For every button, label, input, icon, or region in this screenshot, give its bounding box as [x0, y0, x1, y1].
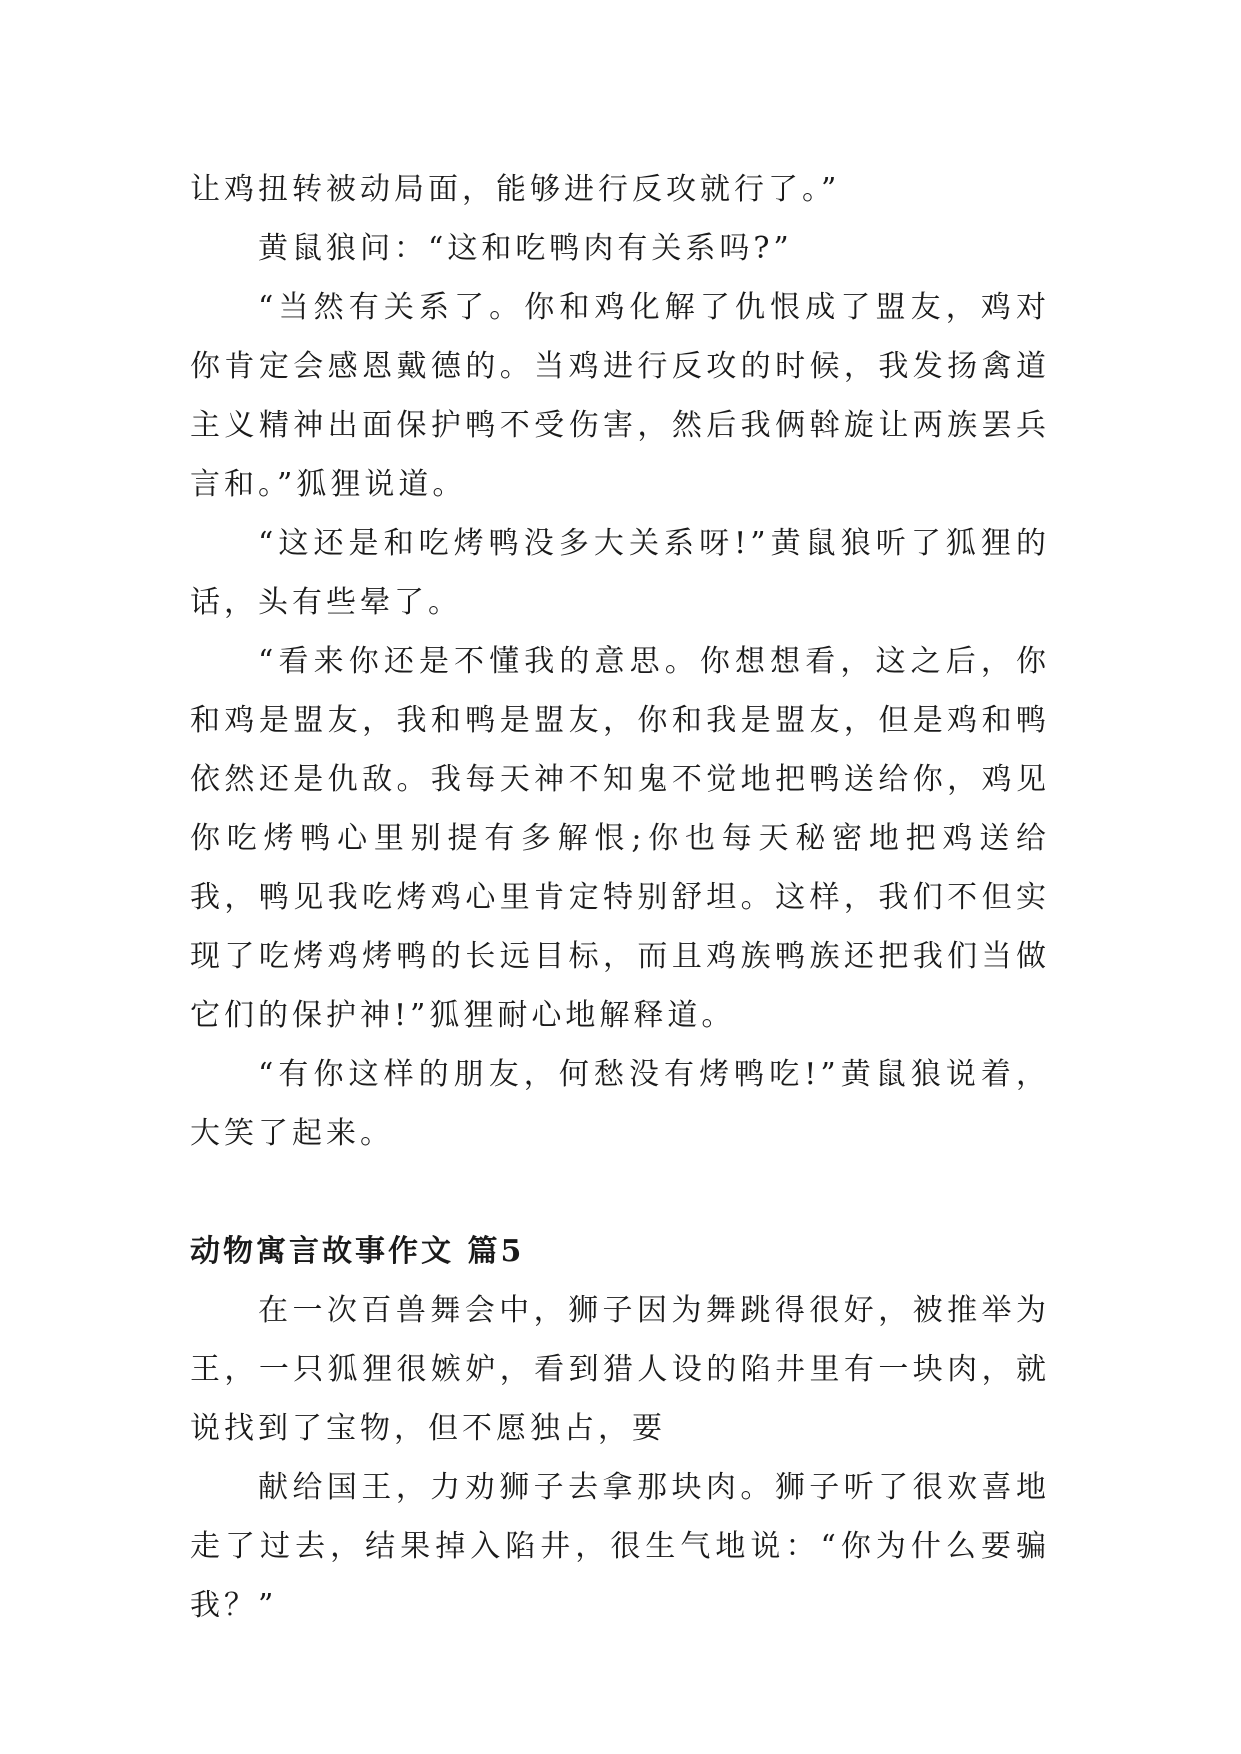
document-body	[190, 160, 1050, 1635]
paragraph: 在一次百兽舞会中，狮子因为舞跳得很好，被推举为王，一只狐狸很嫉妒，看到猎人设的陷井里有一块肉，就说找到了宝物，但不愿独占，要	[190, 1293, 1050, 1446]
paragraph: 让鸡扭转被动局面，能够进行反攻就行了。”	[190, 172, 841, 207]
paragraph: “这还是和吃烤鸭没多大关系呀!”黄鼠狼听了狐狸的话，头有些晕了。	[190, 526, 1050, 620]
paragraph: “看来你还是不懂我的意思。你想想看，这之后，你和鸡是盟友，我和鸭是盟友，你和我是盟友，但是鸡和鸭依然还是仇敌。我每天神不知鬼不觉地把鸭送给你，鸡见你吃烤鸭心里别提有多解恨;你也每天秘密地把鸡送给我，鸭见我吃烤鸡心里肯定特别舒坦。这样，我们不但实现了吃烤鸡烤鸭的长远目标，而且鸡族鸭族还把我们当做它们的保护神!”狐狸耐心地解释道。	[190, 644, 1050, 1033]
paragraph: “有你这样的朋友，何愁没有烤鸭吃!”黄鼠狼说着，大笑了起来。	[190, 1057, 1050, 1151]
section-spacer	[190, 1163, 1050, 1222]
paragraph: 黄鼠狼问：“这和吃鸭肉有关系吗?”	[258, 231, 793, 266]
paragraph: “当然有关系了。你和鸡化解了仇恨成了盟友，鸡对你肯定会感恩戴德的。当鸡进行反攻的时候，我发扬禽道主义精神出面保护鸭不受伤害，然后我俩斡旋让两族罢兵言和。”狐狸说道。	[190, 290, 1050, 502]
paragraph: 献给国王，力劝狮子去拿那块肉。狮子听了很欢喜地走了过去，结果掉入陷井，很生气地说：“你为什么要骗我？”	[190, 1470, 1050, 1623]
section-heading: 动物寓言故事作文 篇5	[190, 1234, 525, 1269]
